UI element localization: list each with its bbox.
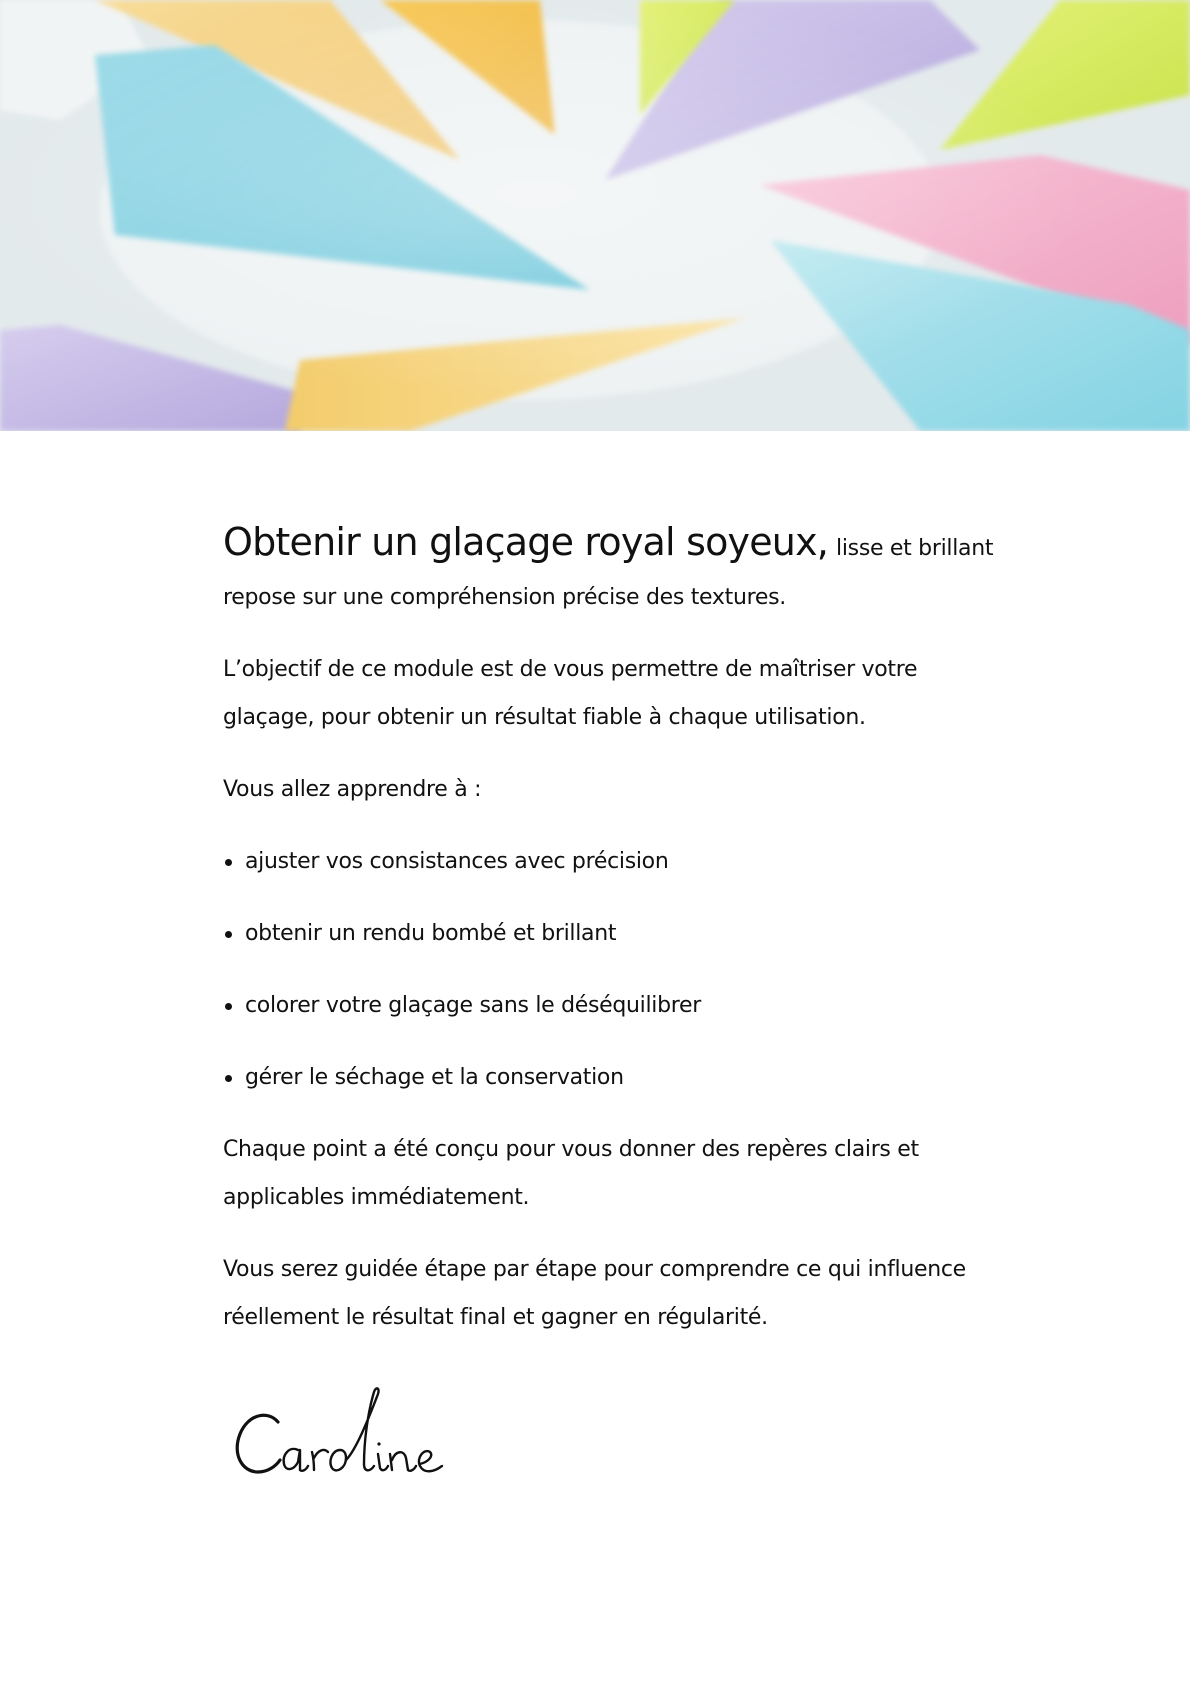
article-body <box>223 510 994 1366</box>
hero-photo <box>0 0 1190 431</box>
list-item-text: ajuster vos consistances avec précision <box>245 849 669 874</box>
paragraph-line: applicables immédiatement. <box>223 1185 530 1210</box>
piping-bags-illustration <box>0 0 1190 431</box>
list-item <box>223 982 983 1030</box>
list-item <box>223 838 983 886</box>
lead-heading-continuation: lisse et brillant <box>836 536 994 561</box>
paragraph-line: Vous serez guidée étape par étape pour comprendre ce qui influence <box>223 1257 966 1282</box>
list-item-text: obtenir un rendu bombé et brillant <box>245 921 617 946</box>
list-item-text: gérer le séchage et la conservation <box>245 1065 624 1090</box>
list-item-text: colorer votre glaçage sans le déséquilibrer <box>245 993 702 1018</box>
lead-heading: Obtenir un glaçage royal soyeux, <box>223 520 829 564</box>
list-item <box>223 910 983 958</box>
list-item <box>223 1054 983 1102</box>
paragraph-line: réellement le résultat final et gagner en régularité. <box>223 1305 768 1330</box>
bullet-icon <box>225 1003 232 1010</box>
objective-paragraph <box>223 646 983 742</box>
learning-list <box>223 838 983 1102</box>
paragraph-line: glaçage, pour obtenir un résultat fiable à chaque utilisation. <box>223 705 866 730</box>
paragraph-line: Chaque point a été conçu pour vous donner des repères clairs et <box>223 1137 919 1162</box>
guide-paragraph <box>223 1246 983 1342</box>
points-paragraph <box>223 1126 983 1222</box>
list-intro: Vous allez apprendre à : <box>223 777 482 802</box>
lead-paragraph-end: repose sur une compréhension précise des textures. <box>223 585 786 610</box>
lead-line <box>223 510 994 574</box>
handwritten-signature <box>228 1380 468 1490</box>
bullet-icon <box>225 859 232 866</box>
bullet-icon <box>225 931 232 938</box>
bullet-icon <box>225 1075 232 1082</box>
paragraph-line: L’objectif de ce module est de vous permettre de maîtriser votre <box>223 657 918 682</box>
